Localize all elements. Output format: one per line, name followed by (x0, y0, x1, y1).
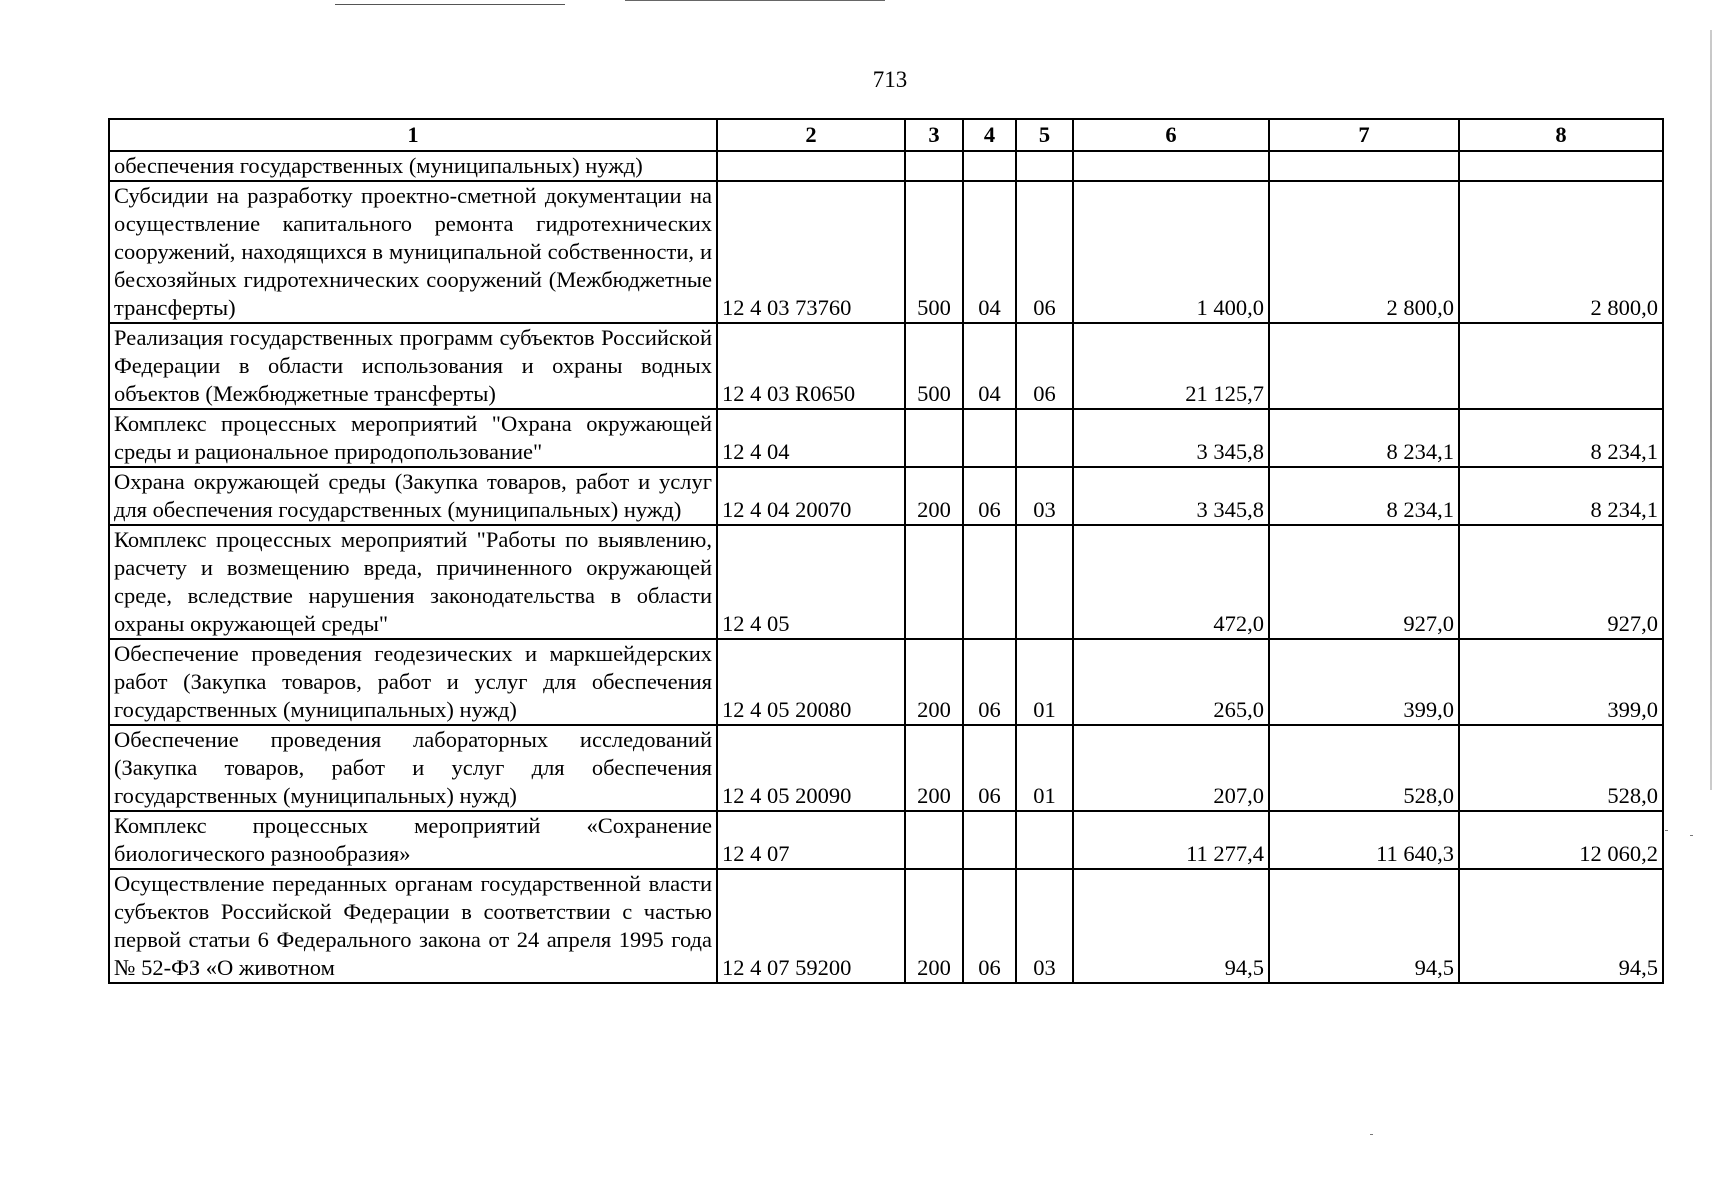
row-value-8: 94,5 (1459, 869, 1663, 983)
row-value-8: 399,0 (1459, 639, 1663, 725)
row-value-7: 399,0 (1269, 639, 1459, 725)
table-header-row (109, 119, 1663, 151)
row-code: 12 4 07 59200 (717, 869, 905, 983)
row-value-6: 1 400,0 (1073, 181, 1269, 323)
row-name: Реализация государственных программ субъектов Российской Федерации в области использования и охраны водных объектов (Межбюджетные трансферты) (109, 323, 717, 409)
row-value-7 (1269, 151, 1459, 181)
table-row (109, 725, 1663, 811)
row-value-6: 21 125,7 (1073, 323, 1269, 409)
row-col4: 06 (963, 869, 1016, 983)
row-col3: 500 (905, 323, 963, 409)
scan-speck (1370, 1134, 1373, 1135)
row-col4: 04 (963, 323, 1016, 409)
table-row (109, 409, 1663, 467)
scan-speck (1665, 830, 1668, 831)
row-name: Комплекс процессных мероприятий "Охрана окружающей среды и рациональное природопользование" (109, 409, 717, 467)
row-col3: 200 (905, 725, 963, 811)
row-value-6: 94,5 (1073, 869, 1269, 983)
row-value-8: 8 234,1 (1459, 409, 1663, 467)
table-row (109, 323, 1663, 409)
scan-edge-mark (1710, 30, 1712, 790)
row-value-7: 11 640,3 (1269, 811, 1459, 869)
row-value-6: 3 345,8 (1073, 409, 1269, 467)
row-col4: 06 (963, 639, 1016, 725)
table-row (109, 525, 1663, 639)
row-col4 (963, 525, 1016, 639)
table-row (109, 869, 1663, 983)
table-row (109, 639, 1663, 725)
row-name: Охрана окружающей среды (Закупка товаров, работ и услуг для обеспечения государственных (муниципальных) нужд) (109, 467, 717, 525)
row-col5: 03 (1016, 467, 1073, 525)
row-code: 12 4 03 73760 (717, 181, 905, 323)
row-code: 12 4 04 (717, 409, 905, 467)
page-number: 713 (872, 67, 908, 92)
row-col5 (1016, 811, 1073, 869)
row-code: 12 4 05 20090 (717, 725, 905, 811)
column-header: 2 (717, 119, 905, 151)
row-col3 (905, 151, 963, 181)
column-header: 3 (905, 119, 963, 151)
row-name: Субсидии на разработку проектно-сметной документации на осуществление капитального ремонта гидротехнических сооружений, находящихся в муниципальной собственности, и бесхозяйных гидротехнических сооружений (Межбюджетные трансферты) (109, 181, 717, 323)
column-header: 5 (1016, 119, 1073, 151)
row-col3: 200 (905, 639, 963, 725)
row-col5: 06 (1016, 181, 1073, 323)
row-value-7 (1269, 323, 1459, 409)
row-col3: 500 (905, 181, 963, 323)
row-col3: 200 (905, 869, 963, 983)
row-value-6: 207,0 (1073, 725, 1269, 811)
row-col4: 04 (963, 181, 1016, 323)
row-col5: 01 (1016, 639, 1073, 725)
row-col4: 06 (963, 467, 1016, 525)
table-row (109, 467, 1663, 525)
row-code (717, 151, 905, 181)
row-col3 (905, 409, 963, 467)
row-value-7: 528,0 (1269, 725, 1459, 811)
row-value-8: 528,0 (1459, 725, 1663, 811)
row-name: Комплекс процессных мероприятий «Сохранение биологического разнообразия» (109, 811, 717, 869)
row-col5 (1016, 409, 1073, 467)
row-name: обеспечения государственных (муниципальных) нужд) (109, 151, 717, 181)
row-col5: 01 (1016, 725, 1073, 811)
row-value-8: 8 234,1 (1459, 467, 1663, 525)
column-header: 8 (1459, 119, 1663, 151)
row-value-7: 2 800,0 (1269, 181, 1459, 323)
top-rule (625, 0, 885, 1)
row-value-7: 8 234,1 (1269, 467, 1459, 525)
table-row (109, 151, 1663, 181)
row-value-8 (1459, 323, 1663, 409)
row-code: 12 4 07 (717, 811, 905, 869)
column-header: 6 (1073, 119, 1269, 151)
row-col4 (963, 811, 1016, 869)
top-rule (335, 4, 565, 5)
scan-speck (1690, 835, 1693, 836)
row-value-6: 3 345,8 (1073, 467, 1269, 525)
row-name: Комплекс процессных мероприятий "Работы по выявлению, расчету и возмещению вреда, причиненного окружающей среде, вследствие нарушения законодательства в области охраны окружающей среды" (109, 525, 717, 639)
row-col5 (1016, 525, 1073, 639)
row-code: 12 4 03 R0650 (717, 323, 905, 409)
row-value-6 (1073, 151, 1269, 181)
row-col5: 06 (1016, 323, 1073, 409)
row-value-6: 472,0 (1073, 525, 1269, 639)
row-col4 (963, 409, 1016, 467)
table-row (109, 811, 1663, 869)
row-code: 12 4 05 20080 (717, 639, 905, 725)
row-col3: 200 (905, 467, 963, 525)
row-value-6: 11 277,4 (1073, 811, 1269, 869)
row-value-8: 12 060,2 (1459, 811, 1663, 869)
row-value-8 (1459, 151, 1663, 181)
table-row (109, 181, 1663, 323)
budget-table (108, 118, 1664, 984)
row-col3 (905, 525, 963, 639)
row-col4: 06 (963, 725, 1016, 811)
row-code: 12 4 04 20070 (717, 467, 905, 525)
row-code: 12 4 05 (717, 525, 905, 639)
row-col3 (905, 811, 963, 869)
row-value-7: 8 234,1 (1269, 409, 1459, 467)
column-header: 4 (963, 119, 1016, 151)
row-value-6: 265,0 (1073, 639, 1269, 725)
row-value-7: 927,0 (1269, 525, 1459, 639)
row-value-7: 94,5 (1269, 869, 1459, 983)
column-header: 1 (109, 119, 717, 151)
row-col4 (963, 151, 1016, 181)
row-name: Осуществление переданных органам государственной власти субъектов Российской Федерации в соответствии с частью первой статьи 6 Федерального закона от 24 апреля 1995 года № 52-ФЗ «О животном (109, 869, 717, 983)
row-value-8: 2 800,0 (1459, 181, 1663, 323)
row-name: Обеспечение проведения геодезических и маркшейдерских работ (Закупка товаров, работ и услуг для обеспечения государственных (муниципальных) нужд) (109, 639, 717, 725)
row-name: Обеспечение проведения лабораторных исследований (Закупка товаров, работ и услуг для обеспечения государственных (муниципальных) нужд) (109, 725, 717, 811)
row-col5 (1016, 151, 1073, 181)
row-value-8: 927,0 (1459, 525, 1663, 639)
column-header: 7 (1269, 119, 1459, 151)
row-col5: 03 (1016, 869, 1073, 983)
